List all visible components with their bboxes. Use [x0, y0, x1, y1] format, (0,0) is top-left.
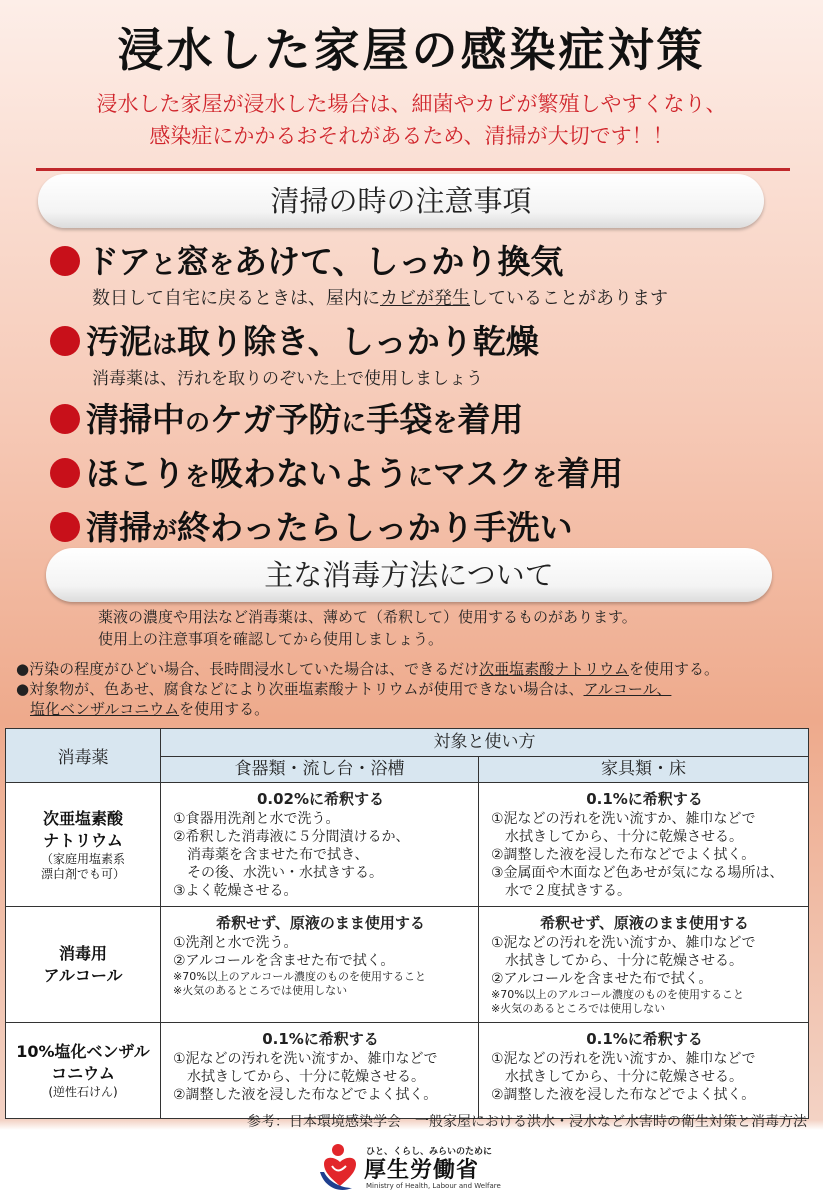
- point-gloves: 清掃中のケガ予防に手袋を着用: [50, 394, 523, 441]
- ministry-logo: [318, 1142, 518, 1198]
- ministry-emblem-icon: [318, 1142, 362, 1196]
- point-sludge: 汚泥は取り除き、しっかり乾燥: [50, 316, 539, 363]
- header-dishes: 食器類・流し台・浴槽: [161, 757, 479, 783]
- agent-name: 消毒用 アルコール: [6, 907, 161, 1023]
- lead-divider: [36, 168, 790, 171]
- bullet-2-cont: 塩化ベンザルコニウムを使用する。: [30, 700, 270, 718]
- bullet-1: ●汚染の程度がひどい場合、長時間浸水していた場合は、できるだけ次亜塩素酸ナトリウムを使用する。: [16, 660, 719, 678]
- reference-note: 参考：日本環境感染学会 一般家屋における洪水・浸水など水害時の衛生対策と消毒方法: [247, 1114, 807, 1130]
- table-row: [6, 907, 809, 1023]
- agent-name: 次亜塩素酸 ナトリウム （家庭用塩素系 漂白剤でも可）: [6, 783, 161, 907]
- header-agent: 消毒薬: [6, 729, 161, 783]
- usage-bullets: [16, 659, 816, 719]
- usage-dishes: 希釈せず、原液のまま使用する ①洗剤と水で洗う。 ②アルコールを含ませた布で拭く。 ※70%以上のアルコール濃度のものを使用すること ※火気のあるところでは使用しない: [161, 907, 479, 1023]
- disinfect-note: 薬液の濃度や用法など消毒薬は、薄めて（希釈して）使用するものがあります。 使用上の注意事項を確認してから使用しましょう。: [98, 608, 637, 648]
- table-row: [6, 783, 809, 907]
- lead-line-1: 浸水した家屋が浸水した場合は、細菌やカビが繁殖しやすくなり、: [96, 92, 727, 116]
- lead-text: [0, 88, 823, 152]
- red-bullet-icon: [50, 512, 80, 542]
- red-bullet-icon: [50, 458, 80, 488]
- usage-dishes: 0.1%に希釈する ①泥などの汚れを洗い流すか、雑巾などで 水拭きしてから、十分に乾燥させる。 ②調整した液を浸した布などでよく拭く。: [161, 1023, 479, 1119]
- point-ventilation: ドアと窓をあけて、しっかり換気: [50, 236, 563, 283]
- point-handwash: 清掃が終わったらしっかり手洗い: [50, 502, 573, 549]
- red-bullet-icon: [50, 404, 80, 434]
- disinfection-table: [5, 728, 809, 1119]
- section-header-cleaning: 清掃の時の注意事項: [38, 174, 764, 228]
- usage-furniture: 0.1%に希釈する ①泥などの汚れを洗い流すか、雑巾などで 水拭きしてから、十分に乾燥させる。 ②調整した液を浸した布などでよく拭く。 ③金属面や木面など色あせが気になる場所は、 水で２度拭きする。: [479, 783, 809, 907]
- lead-line-2: 感染症にかかるおそれがあるため、清掃が大切です！！: [149, 124, 674, 148]
- header-furniture: 家具類・床: [479, 757, 809, 783]
- table-row: [6, 1023, 809, 1119]
- section-header-disinfection: 主な消毒方法について: [46, 548, 772, 602]
- logo-name: 厚生労働省: [364, 1158, 480, 1183]
- red-bullet-icon: [50, 246, 80, 276]
- usage-dishes: 0.02%に希釈する ①食器用洗剤と水で洗う。 ②希釈した消毒液に５分間漬けるか、 消毒薬を含ませた布で拭き、 その後、水洗い・水拭きする。 ③よく乾燥させる。: [161, 783, 479, 907]
- page-title: 浸水した家屋の感染症対策: [117, 23, 706, 77]
- header-target: 対象と使い方: [161, 729, 809, 757]
- usage-furniture: 希釈せず、原液のまま使用する ①泥などの汚れを洗い流すか、雑巾などで 水拭きしてから、十分に乾燥させる。 ②アルコールを含ませた布で拭く。 ※70%以上のアルコール濃度のものを使用すること ※火気のあるところでは使用しない: [479, 907, 809, 1023]
- point-sludge-note: 消毒薬は、汚れを取りのぞいた上で使用しましょう: [92, 369, 483, 389]
- usage-furniture: 0.1%に希釈する ①泥などの汚れを洗い流すか、雑巾などで 水拭きしてから、十分に乾燥させる。 ②調整した液を浸した布などでよく拭く。: [479, 1023, 809, 1119]
- logo-tagline: ひと、くらし、みらいのために: [366, 1147, 493, 1157]
- bullet-2: ●対象物が、色あせ、腐食などにより次亜塩素酸ナトリウムが使用できない場合は、アルコール、: [16, 680, 672, 698]
- point-mask: ほこりを吸わないようにマスクを着用: [50, 448, 623, 495]
- logo-english: Ministry of Health, Labour and Welfare: [366, 1182, 501, 1190]
- red-bullet-icon: [50, 326, 80, 356]
- agent-name: 10%塩化ベンザル コニウム (逆性石けん): [6, 1023, 161, 1119]
- point-ventilation-note: 数日して自宅に戻るときは、屋内にカビが発生していることがあります: [92, 288, 668, 309]
